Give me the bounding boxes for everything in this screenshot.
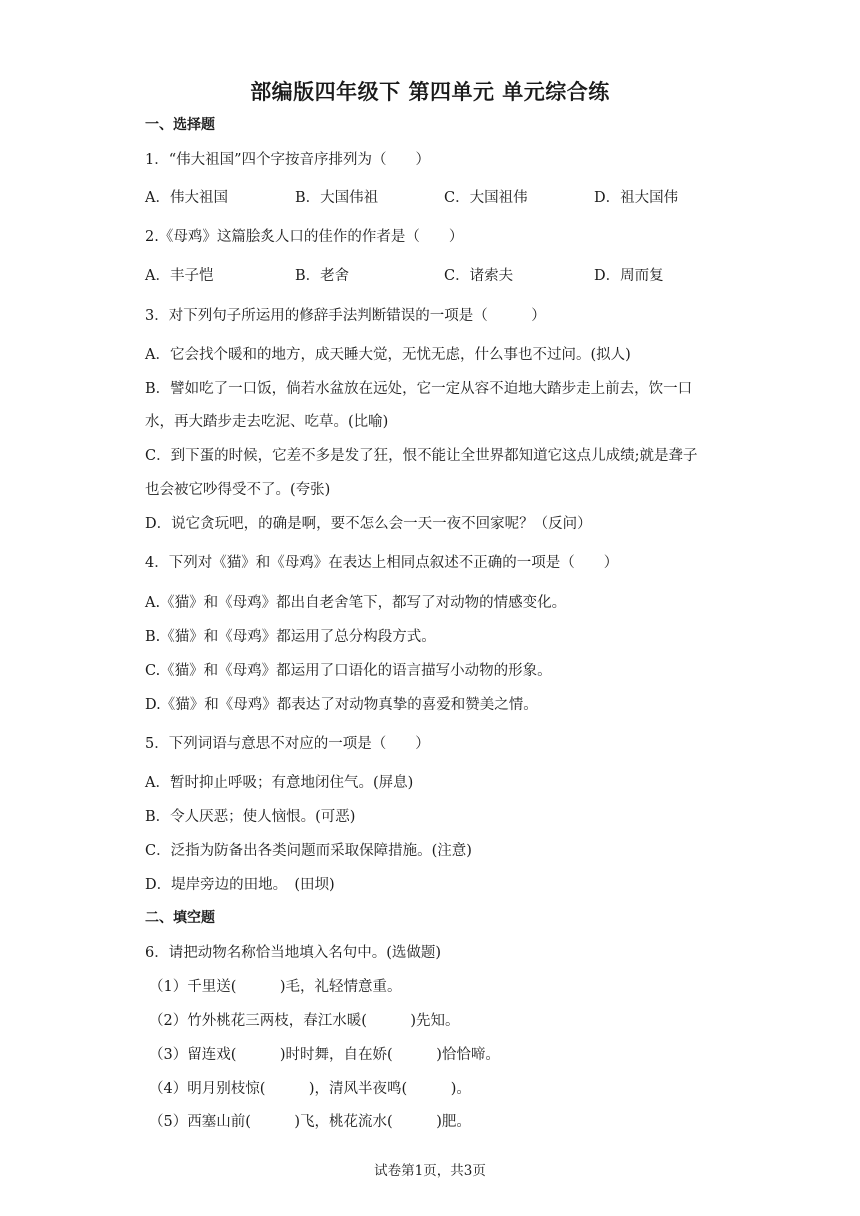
question-4-option-b: B.《猫》和《母鸡》都运用了总分构段方式。 (145, 629, 436, 645)
question-5-stem: 5．下列词语与意思不对应的一项是（ ） (145, 736, 430, 752)
question-5-option-d: D．堤岸旁边的田地。 (田坝) (145, 877, 335, 893)
question-1-option-c: C．大国祖伟 (444, 190, 528, 206)
question-6-item-1: （1）千里送( )毛，礼轻情意重。 (149, 979, 402, 995)
question-3-option-b-cont: 水，再大踏步走去吃泥、吃草。(比喻) (145, 414, 389, 430)
question-2-stem: 2.《母鸡》这篇脍炙人口的佳作的作者是（ ） (145, 229, 464, 245)
question-3-option-c: C．到下蛋的时候，它差不多是发了狂，恨不能让全世界都知道它这点儿成绩;就是聋子 (145, 448, 698, 464)
question-3-option-a: A．它会找个暖和的地方，成天睡大觉，无忧无虑，什么事也不过问。(拟人) (145, 347, 631, 363)
question-2-option-b: B．老舍 (295, 268, 350, 284)
page-title: 部编版四年级下 第四单元 单元综合练 (250, 80, 610, 104)
question-3-option-c-cont: 也会被它吵得受不了。(夸张) (145, 482, 331, 498)
question-4-option-c: C.《猫》和《母鸡》都运用了口语化的语言描写小动物的形象。 (145, 663, 552, 679)
question-2-option-d: D．周而复 (594, 268, 664, 284)
question-6-stem: 6．请把动物名称恰当地填入名句中。(选做题) (145, 945, 442, 961)
question-5-option-a: A．暂时抑止呼吸；有意地闭住气。(屏息) (145, 775, 414, 791)
question-1-option-b: B．大国伟祖 (295, 190, 379, 206)
question-1-stem: 1．“伟大祖国”四个字按音序排列为（ ） (145, 152, 431, 168)
question-3-option-d: D．说它贪玩吧，的确是啊，要不怎么会一天一夜不回家呢？（反问） (145, 516, 592, 532)
page-footer: 试卷第1页，共3页 (374, 1163, 486, 1179)
question-6-item-2: （2）竹外桃花三两枝，春江水暖( )先知。 (149, 1013, 460, 1029)
section-heading-fill: 二、填空题 (145, 910, 215, 926)
question-5-option-c: C．泛指为防备出各类问题而采取保障措施。(注意) (145, 843, 472, 859)
question-2-option-a: A．丰子恺 (145, 268, 214, 284)
question-4-option-d: D.《猫》和《母鸡》都表达了对动物真挚的喜爱和赞美之情。 (145, 697, 538, 713)
question-1-option-a: A．伟大祖国 (145, 190, 228, 206)
question-4-option-a: A.《猫》和《母鸡》都出自老舍笔下，都写了对动物的情感变化。 (145, 595, 567, 611)
question-3-option-b: B．譬如吃了一口饭，倘若水盆放在远处，它一定从容不迫地大踏步走上前去，饮一口 (145, 381, 693, 397)
question-6-item-5: （5）西塞山前( )飞，桃花流水( )肥。 (149, 1114, 471, 1130)
question-4-stem: 4．下列对《猫》和《母鸡》在表达上相同点叙述不正确的一项是（ ） (145, 555, 619, 571)
question-1-option-d: D．祖大国伟 (594, 190, 679, 206)
question-6-item-4: （4）明月别枝惊( )，清风半夜鸣( )。 (149, 1081, 471, 1097)
question-5-option-b: B．令人厌恶；使人恼恨。(可恶) (145, 809, 356, 825)
section-heading-choice: 一、选择题 (145, 117, 215, 133)
question-3-stem: 3．对下列句子所运用的修辞手法判断错误的一项是（ ） (145, 308, 546, 324)
question-6-item-3: （3）留连戏( )时时舞，自在娇( )恰恰啼。 (149, 1047, 500, 1063)
question-2-option-c: C．诸索夫 (444, 268, 514, 284)
